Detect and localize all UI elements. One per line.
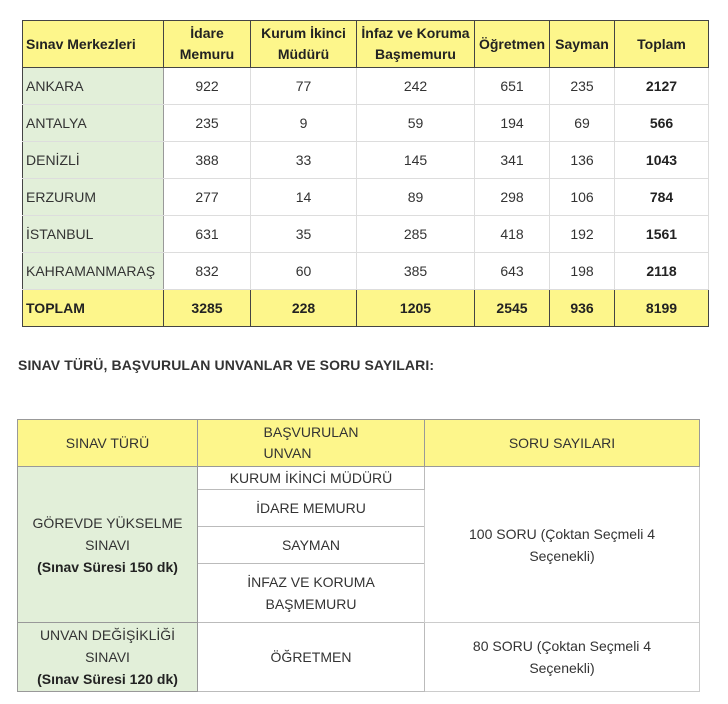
row-total-cell: 2118 — [615, 253, 709, 290]
exam-type-cell: GÖREVDE YÜKSELME SINAVI (Sınav Süresi 150 dk) — [18, 467, 198, 623]
table-header-row — [23, 21, 709, 68]
value-cell: 235 — [550, 68, 615, 105]
header-toplam: Toplam — [615, 21, 709, 68]
city-cell: KAHRAMANMARAŞ — [23, 253, 164, 290]
value-cell: 832 — [164, 253, 251, 290]
header-question-counts: SORU SAYILARI — [425, 420, 700, 467]
total-row — [23, 290, 709, 327]
table-row — [23, 68, 709, 105]
city-cell: İSTANBUL — [23, 216, 164, 253]
value-cell: 33 — [251, 142, 357, 179]
title-cell: KURUM İKİNCİ MÜDÜRÜ — [198, 467, 425, 490]
value-cell: 235 — [164, 105, 251, 142]
question-count-cell: 100 SORU (Çoktan Seçmeli 4 Seçenekli) — [425, 467, 700, 623]
table-row — [23, 179, 709, 216]
value-cell: 77 — [251, 68, 357, 105]
value-cell: 14 — [251, 179, 357, 216]
header-exam-type: SINAV TÜRÜ — [18, 420, 198, 467]
header-sayman: Sayman — [550, 21, 615, 68]
table-row — [23, 253, 709, 290]
table-row — [23, 216, 709, 253]
header-kurum-ikinci-muduru: Kurum İkinci Müdürü — [251, 21, 357, 68]
exam-type-cell: UNVAN DEĞİŞİKLİĞİ SINAVI (Sınav Süresi 120 dk) — [18, 623, 198, 692]
row-total-cell: 1043 — [615, 142, 709, 179]
header-exam-centers: Sınav Merkezleri — [23, 21, 164, 68]
city-cell: ERZURUM — [23, 179, 164, 216]
table-row — [23, 142, 709, 179]
title-cell: İNFAZ VE KORUMA BAŞMEMURU — [198, 564, 425, 623]
total-value-cell: 3285 — [164, 290, 251, 327]
value-cell: 285 — [357, 216, 475, 253]
table-row — [23, 105, 709, 142]
header-idare-memuru: İdare Memuru — [164, 21, 251, 68]
value-cell: 651 — [475, 68, 550, 105]
value-cell: 198 — [550, 253, 615, 290]
grand-total-cell: 8199 — [615, 290, 709, 327]
value-cell: 277 — [164, 179, 251, 216]
total-value-cell: 936 — [550, 290, 615, 327]
value-cell: 341 — [475, 142, 550, 179]
header-ogretmen: Öğretmen — [475, 21, 550, 68]
total-value-cell: 228 — [251, 290, 357, 327]
section-heading: SINAV TÜRÜ, BAŞVURULAN UNVANLAR VE SORU SAYILARI: — [18, 357, 435, 373]
total-value-cell: 2545 — [475, 290, 550, 327]
value-cell: 106 — [550, 179, 615, 216]
row-total-cell: 784 — [615, 179, 709, 216]
header-applied-titles: BAŞVURULAN UNVAN — [198, 420, 425, 467]
exam-duration: (Sınav Süresi 150 dk) — [37, 558, 178, 575]
table-row — [18, 623, 700, 692]
total-label-cell: TOPLAM — [23, 290, 164, 327]
value-cell: 145 — [357, 142, 475, 179]
total-value-cell: 1205 — [357, 290, 475, 327]
value-cell: 388 — [164, 142, 251, 179]
table-row — [18, 467, 700, 490]
value-cell: 631 — [164, 216, 251, 253]
question-count-cell: 80 SORU (Çoktan Seçmeli 4 Seçenekli) — [425, 623, 700, 692]
city-cell: DENİZLİ — [23, 142, 164, 179]
title-cell: İDARE MEMURU — [198, 490, 425, 527]
value-cell: 60 — [251, 253, 357, 290]
row-total-cell: 566 — [615, 105, 709, 142]
value-cell: 35 — [251, 216, 357, 253]
value-cell: 69 — [550, 105, 615, 142]
title-cell: SAYMAN — [198, 527, 425, 564]
row-total-cell: 1561 — [615, 216, 709, 253]
value-cell: 194 — [475, 105, 550, 142]
exam-duration: (Sınav Süresi 120 dk) — [37, 671, 178, 687]
value-cell: 59 — [357, 105, 475, 142]
value-cell: 136 — [550, 142, 615, 179]
value-cell: 643 — [475, 253, 550, 290]
header-infaz-koruma: İnfaz ve Koruma Başmemuru — [357, 21, 475, 68]
row-total-cell: 2127 — [615, 68, 709, 105]
exam-types-table — [17, 419, 700, 692]
value-cell: 922 — [164, 68, 251, 105]
value-cell: 192 — [550, 216, 615, 253]
value-cell: 418 — [475, 216, 550, 253]
value-cell: 9 — [251, 105, 357, 142]
table-header-row — [18, 420, 700, 467]
city-cell: ANKARA — [23, 68, 164, 105]
title-cell: ÖĞRETMEN — [198, 623, 425, 692]
value-cell: 242 — [357, 68, 475, 105]
value-cell: 89 — [357, 179, 475, 216]
exam-centers-table — [22, 20, 709, 327]
value-cell: 385 — [357, 253, 475, 290]
value-cell: 298 — [475, 179, 550, 216]
city-cell: ANTALYA — [23, 105, 164, 142]
